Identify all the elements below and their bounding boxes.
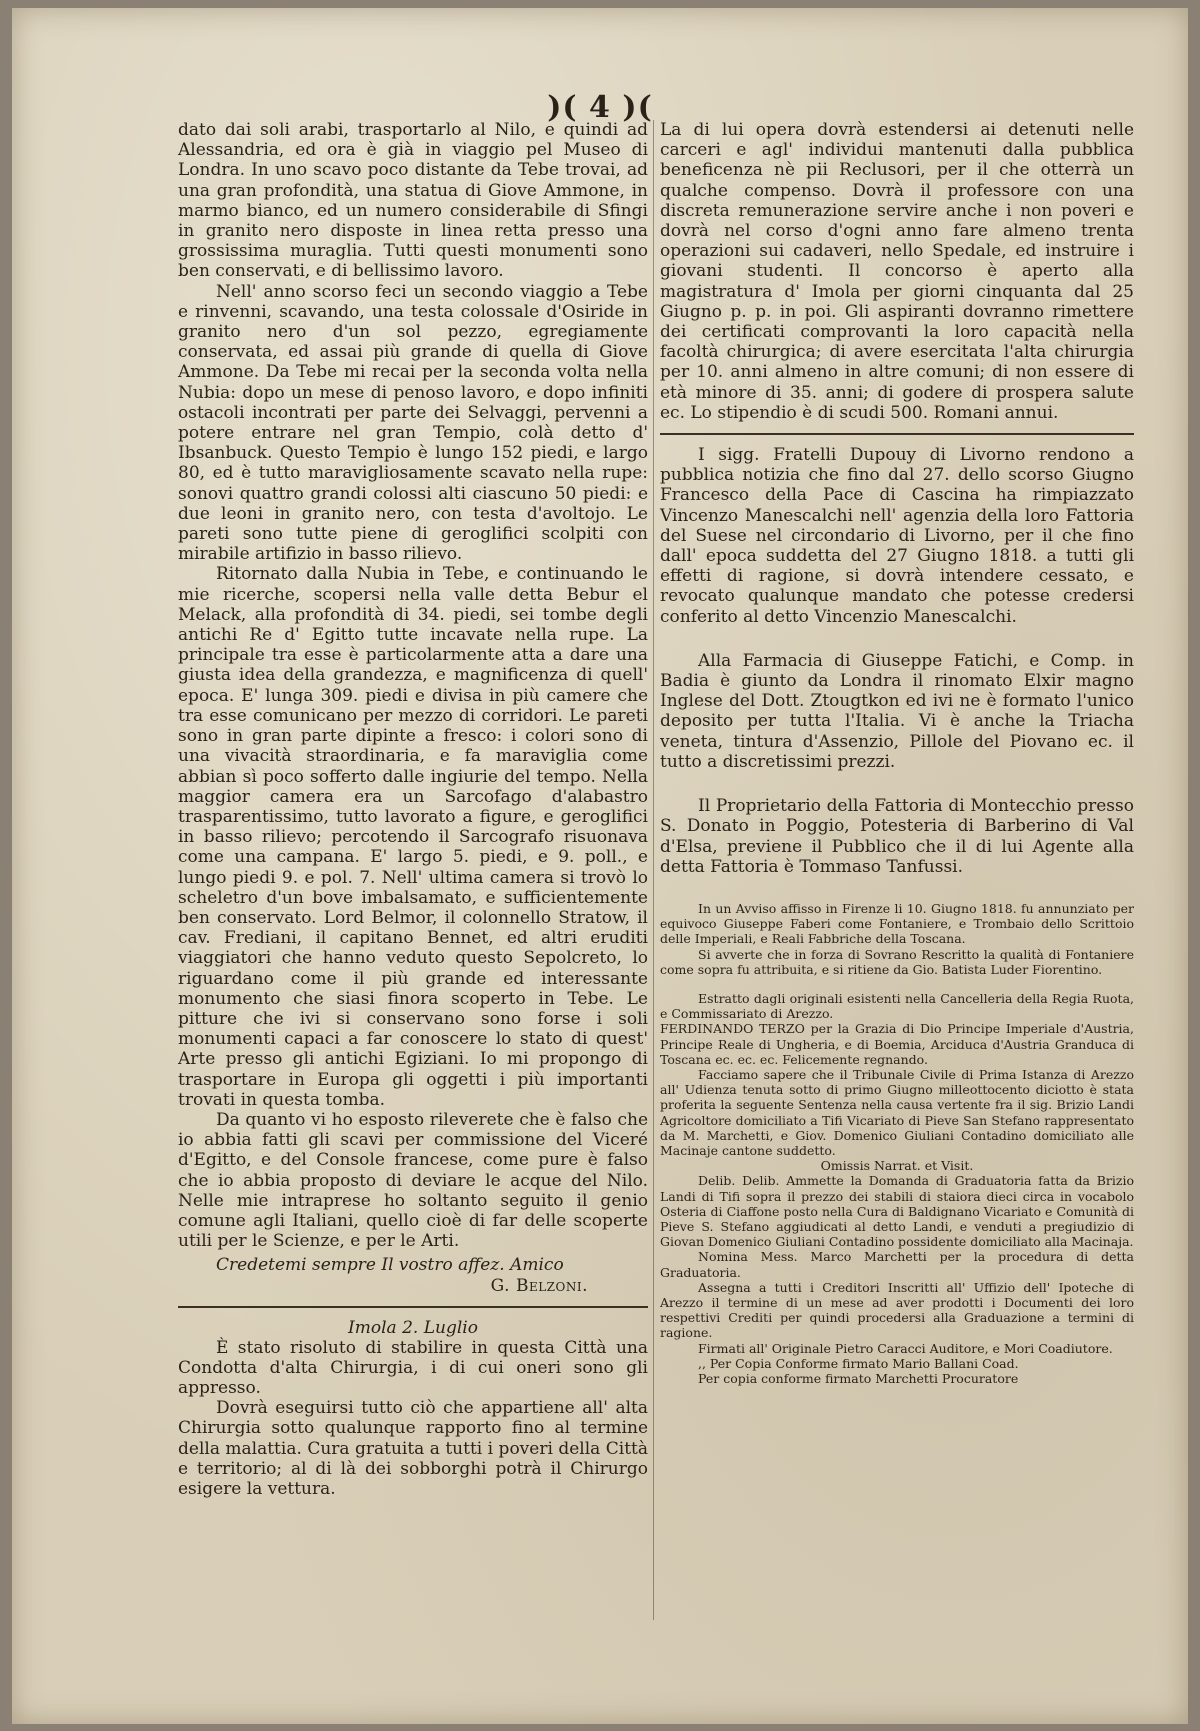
imola-notice-continued: La di lui opera dovrà estendersi ai detenuti nelle carceri e agl' individui mantenuti dalla pubblica beneficenza nè pii Reclusori, per il che otterrà un qualche compenso. Dovrà il professore con una discreta remunerazione servire anche i non poveri e dovrà nel corso d'ogni anno fare almeno trenta operazioni sui cadaveri, nello Spedale, ed instruire i giovani studenti. Il concorso è aperto alla magistratura d' Imola per giorni cinquanta dal 25 Giugno p. p. in poi. Gli aspiranti dovranno rimettere dei certificati comprovanti la loro capacità nella facoltà chirurgica; di avere esercitata l'alta chirurgia per 10. anni almeno in altre comuni; di non essere di età minore di 35. anni; di godere di prospera salute ec. Lo stipendio è di scudi 500. Romani annui.: [660, 120, 1134, 423]
imola-dateline: Imola 2. Luglio: [348, 1317, 478, 1338]
arezzo-extract-heading: Estratto dagli originali esistenti nella Cancelleria della Regia Ruota, e Commissariato di Arezzo.: [660, 990, 1134, 1022]
omissis-line: Omissis Narrat. et Visit.: [820, 1158, 974, 1174]
belzoni-letter-p4: Da quanto vi ho esposto rileverete che è falso che io abbia fatti gli scavi per commissione del Viceré d'Egitto, e del Console francese, come pure è falso che io abbia proposto di deviare le acque del Nilo. Nelle mie intraprese ho soltanto seguito il genio comune agli Italiani, quello cioè di far delle scoperte utili per le Scienze, e per le Arti.: [178, 1109, 648, 1252]
delib-text: Delib. Delib. Ammette la Domanda di Graduatoria fatta da Brizio Landi di Tifi sopra il prezzo dei stabili di staiora dieci circa in vocabolo Osteria di Ciaffone posto nella Cura di Baldignano Vicariato e Comunità di Pieve S. Stefano aggiudicati al detto Landi, e venduti a pregiudizio di Giovan Domenico Giuliani Contadino possidente domiciliato alla Macinaja.: [660, 1173, 1134, 1250]
belzoni-letter-p1: dato dai soli arabi, trasportarlo al Nilo, e quindi ad Alessandria, ed ora è già in viaggio pel Museo di Londra. In uno scavo poco distante da Tebe trovai, ad una gran profondità, una statua di Giove Ammone, in marmo bianco, ed un numero considerabile di Sfingi in granito nero disposte in linea retta presso una grossissima muraglia. Tutti questi monumenti sono ben conservati, e di bellissimo lavoro.: [178, 120, 648, 282]
letter-signature: G. Belzoni.: [490, 1275, 588, 1296]
imola-notice-p1: È stato risoluto di stabilire in questa Città una Condotta d'alta Chirurgia, i di cui oneri sono gli appresso.: [178, 1337, 648, 1398]
firenze-avviso: In un Avviso affisso in Firenze li 10. Giugno 1818. fu annunziato per equivoco Giuseppe Faberi come Fontaniere, e Trombaio dello Scrittoio delle Imperiali, e Reali Fabbriche della Toscana.: [660, 900, 1134, 947]
copia-line-2: Per copia conforme firmato Marchetti Procuratore: [698, 1371, 1019, 1386]
left-column: [178, 120, 648, 1499]
assegna-text: Assegna a tutti i Creditori Inscritti all' Uffizio dell' Ipoteche di Arezzo il termine di un mese ad aver prodotti i Documenti dei loro respettivi Crediti per quindi procedersi alla Graduazione a termini di ragione.: [660, 1279, 1134, 1341]
belzoni-letter-p2: Nell' anno scorso feci un secondo viaggio a Tebe e rinvenni, scavando, una testa colossale d'Osiride in granito nero d'un sol pezzo, egregiamente conservata, ed assai più grande di quella di Giove Ammone. Da Tebe mi recai per la seconda volta nella Nubia: dopo un mese di penoso lavoro, e dopo infiniti ostacoli incontrati per parte dei Selvaggi, pervenni a potere entrare nel gran Tempio, colà detto d' Ibsanbuck. Questo Tempio è lungo 152 piedi, e largo 80, ed è tutto maravigliosamente scavato nella rupe: sonovi quattro grandi colossi alti ciascuno 50 piedi: e due leoni in granito nero, con testa d'avoltojo. Le pareti sono tutte piene di geroglifici scolpiti con mirabile artifizio in basso rilievo.: [178, 281, 648, 565]
nomina-text: Nomina Mess. Marco Marchetti per la procedura di detta Graduatoria.: [660, 1249, 1134, 1280]
montecchio-notice: Il Proprietario della Fattoria di Montecchio presso S. Donato in Poggio, Potesteria di Barberino di Val d'Elsa, previene il Pubblico che il di lui Agente alla detta Fattoria è Tommaso Tanfussi.: [660, 796, 1134, 877]
section-rule: [178, 1306, 648, 1308]
column-divider: [653, 120, 654, 1620]
letter-closing: Credetemi sempre Il vostro affez. Amico: [216, 1255, 564, 1276]
copia-line-1: ,, Per Copia Conforme firmato Mario Ballani Coad.: [698, 1355, 1019, 1371]
dupouy-notice: I sigg. Fratelli Dupouy di Livorno rendono a pubblica notizia che fino dal 27. dello scorso Giugno Francesco della Pace di Cascina ha rimpiazzato Vincenzo Manescalchi nell' agenzia della loro Fattoria del Suese nel circondario di Livorno, per il che fino dall' epoca suddetta del 27 Giugno 1818. a tutti gli effetti di ragione, si dovrà intendere cessato, e revocato qualunque mandato che potesse credersi conferito al detto Vincenzio Manescalchi.: [660, 445, 1134, 627]
right-column: [660, 120, 1134, 1386]
newspaper-page: [12, 8, 1188, 1724]
belzoni-letter-p3: Ritornato dalla Nubia in Tebe, e continuando le mie ricerche, scopersi nella valle detta Bebur el Melack, alla profondità di 34. piedi, sei tombe degli antichi Re d' Egitto tutte incavate nella rupe. La principale tra esse è particolarmente atta a dare una giusta idea della grandezza, e magnificenza di quell' epoca. E' lunga 309. piedi e divisa in più camere che tra esse comunicano per mezzo di corridori. Le pareti sono in gran parte dipinte a fresco: i colori sono di una vivacità straordinaria, e fa maraviglia come abbian sì poco sofferto dalle ingiurie del tempo. Nella maggior camera era un Sarcofago d'alabastro trasparentissimo, tutto lavorato a figure, e geroglifici in basso rilievo; percotendo il Sarcografo risuonava come una campana. E' largo 5. piedi, e 9. poll., e lungo piedi 9. e pol. 7. Nell' ultima camera si trovò lo scheletro d'un bove imbalsamato, e sufficientemente ben conservato. Lord Belmor, il colonnello Stratow, il cav. Frediani, il capitano Bennet, ed altri eruditi viaggiatori che hanno veduto questo Sepolcreto, lo riguardano come il più grande ed interessante monumento che siasi finora scoperto in Tebe. Le pitture che ivi si conservano sono forse i soli monumenti capaci a far conoscere lo stato di quest' Arte presso gli antichi Egiziani. Io mi propongo di trasportare in Europa gli oggetti i più importanti trovati in questa tomba.: [178, 564, 648, 1110]
imola-notice-p2: Dovrà eseguirsi tutto ciò che appartiene all' alta Chirurgia sotto qualunque rapporto fino al termine della malattia. Cura gratuita a tutti i poveri della Città e territorio; al di là dei sobborghi potrà il Chirurgo esigere la vettura.: [178, 1398, 648, 1499]
page-number: )( 4 )(: [547, 90, 653, 125]
firmati-text: Firmati all' Originale Pietro Caracci Auditore, e Mori Coadiutore.: [698, 1340, 1113, 1356]
firenze-avviso-2: Si avverte che in forza di Sovrano Rescritto la qualità di Fontaniere come sopra fu attribuita, e si ritiene da Gio. Batista Luder Fiorentino.: [660, 946, 1134, 977]
section-rule: [660, 433, 1134, 435]
farmacia-notice: Alla Farmacia di Giuseppe Fatichi, e Comp. in Badia è giunto da Londra il rinomato Elxir magno Inglese del Dott. Ztougtkon ed ivi ne è formato l'unico deposito per tutta l'Italia. Vi è anche la Triacha veneta, tintura d'Assenzio, Pillole del Piovano ec. il tutto a discretissimi prezzi.: [660, 650, 1134, 772]
tribunale-text: Facciamo sapere che il Tribunale Civile di Prima Istanza di Arezzo all' Udienza tenuta sotto di primo Giugno milleottocento diciotto è stata proferita la seguente Sentenza nella causa vertente fra il sig. Brizio Landi Agricoltore domiciliato a Tifi Vicariato di Pieve San Stefano rappresentato da M. Marchetti, e Giov. Domenico Giuliani Contadino domiciliato alle Macinaje cantone suddetto.: [660, 1066, 1134, 1158]
ferdinando-heading: FERDINANDO TERZO per la Grazia di Dio Principe Imperiale d'Austria, Principe Reale di Ungheria, e di Boemia, Arciduca d'Austria Granduca di Toscana ec. ec. ec. Felicemente regnando.: [660, 1021, 1134, 1067]
letter-closing-block: [178, 1255, 648, 1295]
